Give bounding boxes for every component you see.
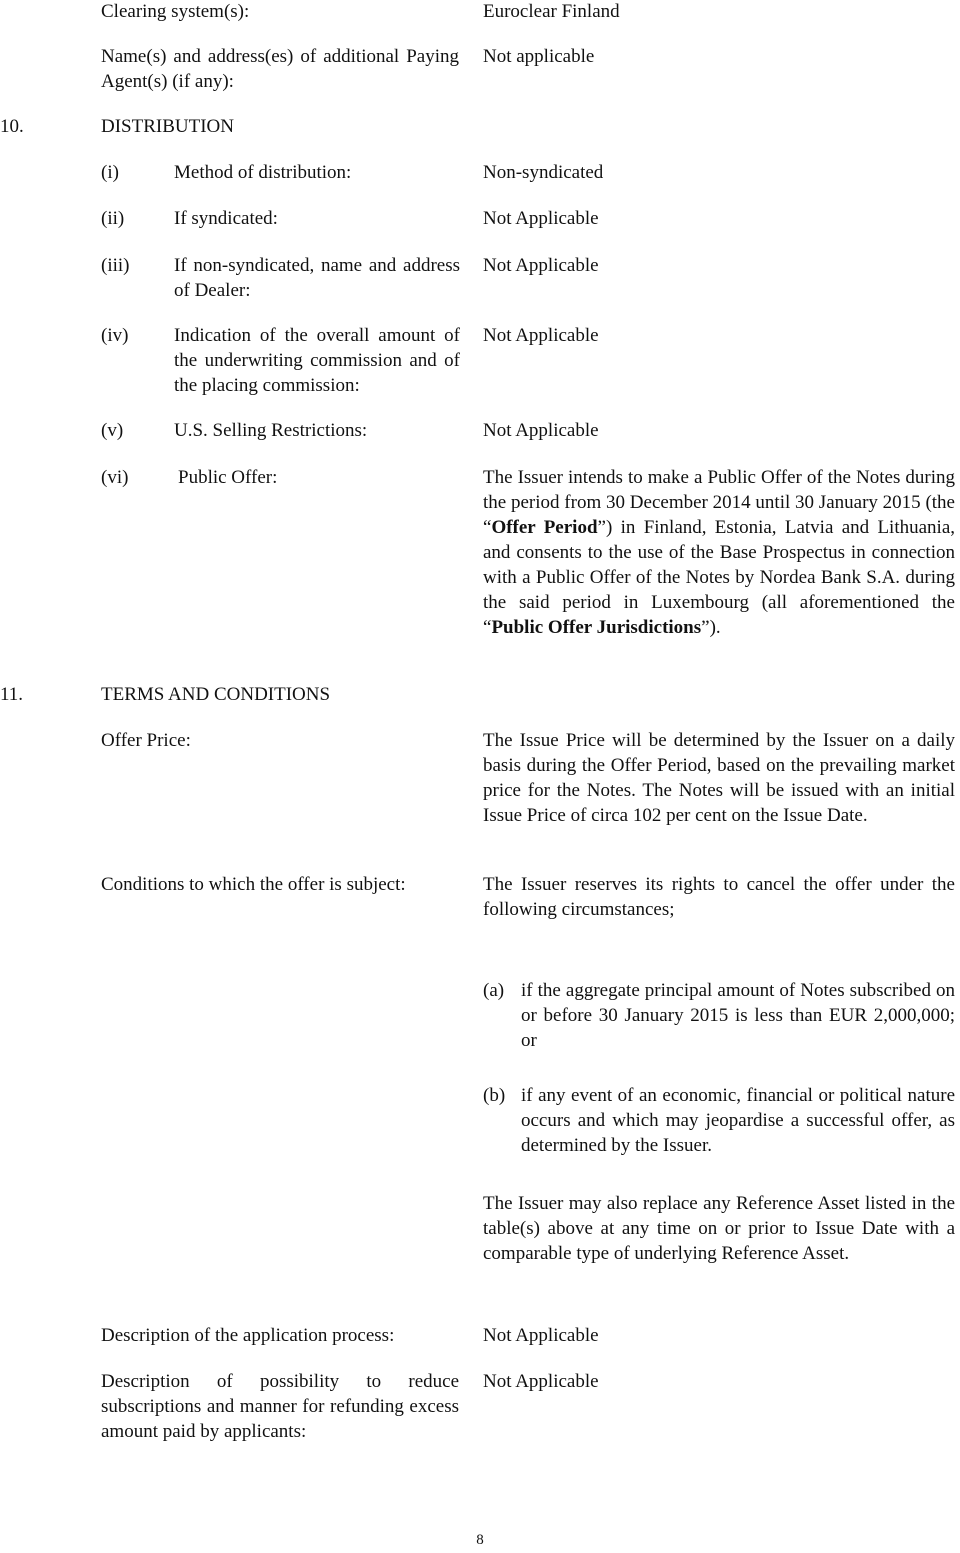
section-10-title: DISTRIBUTION — [101, 116, 234, 137]
paying-agents-label: Name(s) and address(es) of additional Paying Agent(s) (if any): — [101, 46, 459, 92]
us-selling-restrictions-value: Not Applicable — [483, 420, 599, 441]
paying-agents-value: Not applicable — [483, 46, 595, 67]
public-offer-jurisdictions-term: Public Offer Jurisdictions — [491, 617, 702, 638]
reduce-subscriptions-value: Not Applicable — [483, 1371, 599, 1392]
section-11-title: TERMS AND CONDITIONS — [101, 684, 331, 705]
item-iii-number: (iii) — [101, 255, 130, 276]
offer-price-label: Offer Price: — [101, 730, 191, 751]
section-10-number: 10. — [0, 116, 24, 137]
page-number: 8 — [476, 1532, 484, 1548]
application-process-label: Description of the application process: — [101, 1325, 395, 1346]
offer-price-value: The Issue Price will be determined by the Issuer on a daily basis during the Offer Period, based on the prevailing market price for the Notes. The Notes will be issued with an initial Issue Price of circa 102 per cent on the Issue Date. — [483, 730, 955, 826]
method-of-distribution-value: Non-syndicated — [483, 162, 604, 183]
conditions-outro: The Issuer may also replace any Reference Asset listed in the table(s) above at any time on or prior to Issue Date with a comparable type of underlying Reference Asset. — [483, 1193, 955, 1264]
public-offer-label: Public Offer: — [178, 467, 278, 488]
public-offer-text-3: ”). — [701, 617, 721, 638]
offer-period-term: Offer Period — [491, 517, 598, 538]
section-11-number: 11. — [0, 684, 24, 705]
public-offer-text-1: The Issuer intends to make a Public Offer of the Notes during the period from 30 December 2014 until 30 January 2015 (the “ — [483, 467, 955, 538]
condition-b-letter: (b) — [483, 1085, 506, 1106]
conditions-label: Conditions to which the offer is subject: — [101, 874, 406, 895]
non-syndicated-dealer-value: Not Applicable — [483, 255, 599, 276]
if-syndicated-value: Not Applicable — [483, 208, 599, 229]
public-offer-value — [483, 465, 955, 640]
condition-b-text: if any event of an economic, financial or political nature occurs and which may jeopardise a successful offer, as determined by the Issuer. — [521, 1085, 955, 1156]
item-ii-number: (ii) — [101, 208, 125, 229]
method-of-distribution-label: Method of distribution: — [174, 162, 352, 183]
commission-indication-value: Not Applicable — [483, 325, 599, 346]
clearing-system-label: Clearing system(s): — [101, 1, 250, 22]
if-syndicated-label: If syndicated: — [174, 208, 278, 229]
condition-a-letter: (a) — [483, 980, 505, 1001]
non-syndicated-dealer-label: If non-syndicated, name and address of Dealer: — [174, 255, 460, 301]
public-offer-text-2: ”) in Finland, Estonia, Latvia and Lithuania, and consents to the use of the Base Prospectus in connection with a Public Offer of the Notes by Nordea Bank S.A. during the said period in Luxembourg (all aforementioned the “ — [483, 517, 956, 638]
clearing-system-value: Euroclear Finland — [483, 1, 620, 22]
item-iv-number: (iv) — [101, 325, 129, 346]
item-v-number: (v) — [101, 420, 124, 441]
condition-a-text: if the aggregate principal amount of Notes subscribed on or before 30 January 2015 is less than EUR 2,000,000; or — [521, 980, 955, 1051]
reduce-subscriptions-label: Description of possibility to reduce subscriptions and manner for refunding excess amount paid by applicants: — [101, 1371, 459, 1442]
conditions-intro: The Issuer reserves its rights to cancel the offer under the following circumstances; — [483, 874, 955, 920]
item-vi-number: (vi) — [101, 467, 129, 488]
us-selling-restrictions-label: U.S. Selling Restrictions: — [174, 420, 368, 441]
commission-indication-label: Indication of the overall amount of the underwriting commission and of the placing commission: — [174, 325, 460, 396]
item-i-number: (i) — [101, 162, 119, 183]
application-process-value: Not Applicable — [483, 1325, 599, 1346]
